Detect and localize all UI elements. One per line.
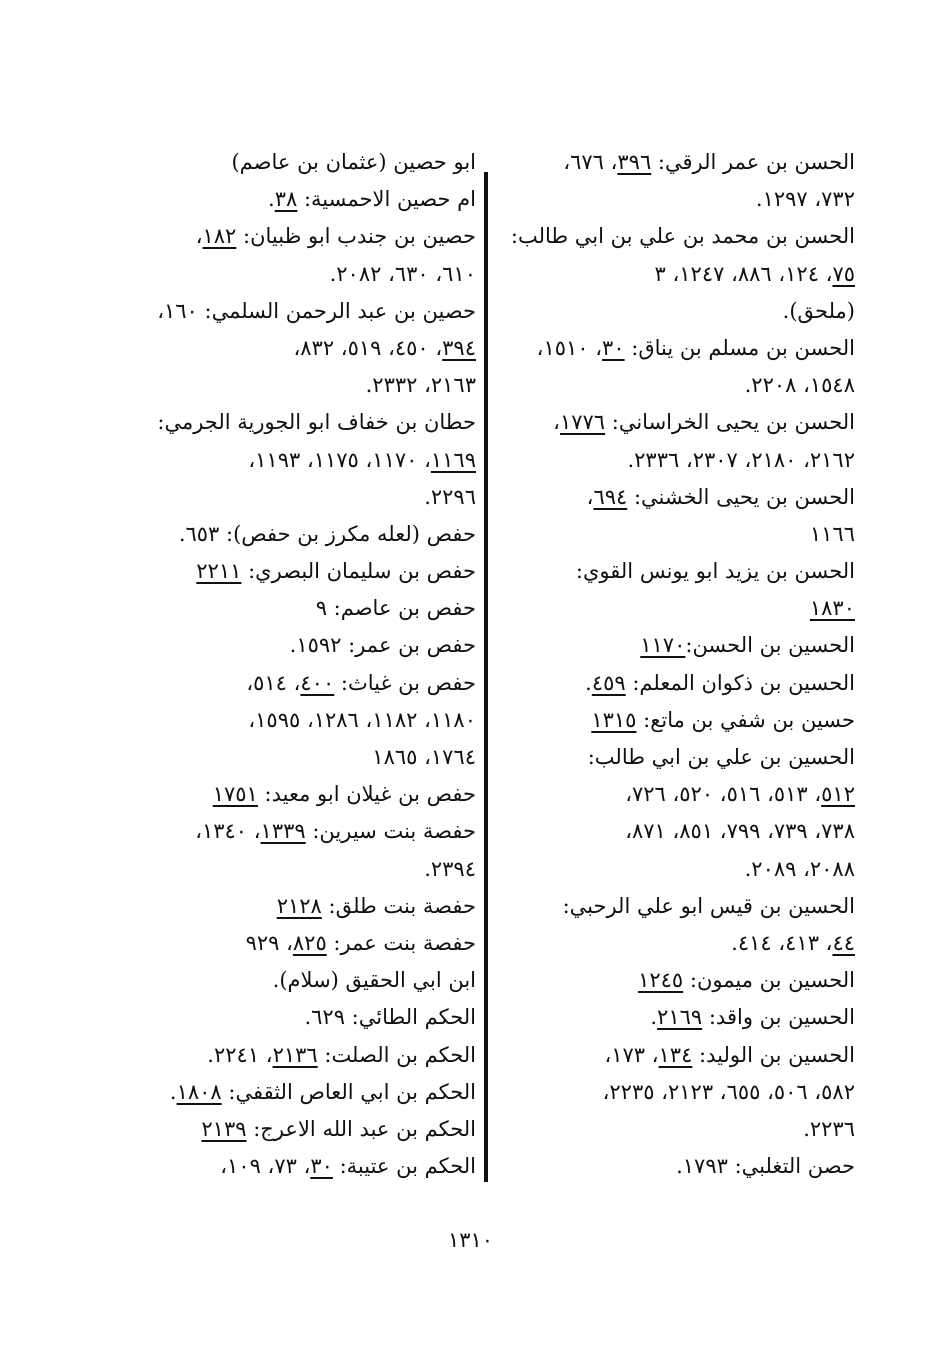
underlined-reference: ١٣٣٩ [260,819,306,844]
index-line [126,1148,476,1185]
underlined-reference: ٣٠ [310,1154,333,1179]
index-line [530,293,855,330]
entry-text: الحسين بن ميمون: [683,968,855,993]
entry-text: . [169,1079,177,1104]
underlined-reference: ٨٢٥ [292,930,327,955]
underlined-reference: ٤٥٩ [591,670,626,695]
index-line [530,442,855,479]
entry-text: ابو حصين (عثمان بن عاصم) [231,150,476,174]
entry-text: . [268,187,275,212]
entry-text: الحكم بن عتيبة: [332,1154,476,1179]
entry-text: ، ٤٥٠، ٥١٩، ٨٣٢، [293,335,443,360]
entry-text: ، ١١٧٠، ١١٧٥، ١١٩٣، [248,447,431,472]
entry-text: ، [195,224,203,249]
index-line [126,702,476,739]
index-line [126,330,476,367]
index-line [126,442,476,479]
index-line [530,144,855,181]
index-line [126,218,476,255]
index-line [126,1111,476,1148]
index-line [126,999,476,1036]
entry-text: ، ١٢٤، ٨٨٦، ١٢٤٧، ٣ [654,261,833,286]
entry-text: ، ٦٧٦، [563,150,618,174]
entry-text: ١٧٦٤، ١٨٦٥ [372,745,476,769]
entry-text: حفص بن عمر: ١٥٩٢. [289,633,476,658]
entry-text: الحكم الطائي: ٦٢٩. [304,1005,476,1030]
underlined-reference: ٤٤ [832,930,855,955]
index-line [126,627,476,664]
index-line [530,888,855,925]
index-line [530,367,855,404]
index-line [126,739,476,776]
index-line [530,1037,855,1074]
entry-text: الحسن بن يزيد ابو يونس القوي: [575,559,855,584]
entry-text: ٧٣٢، ١٢٩٧. [755,187,855,212]
entry-text: حفص بن غياث: [334,670,476,695]
index-line [126,590,476,627]
index-line [530,739,855,776]
index-line [530,516,855,553]
entry-text: ، ٥١٤، [246,670,301,695]
index-line [530,1148,855,1185]
index-line [126,144,476,181]
index-line [530,256,855,293]
index-line [126,776,476,813]
entry-text: ، ١٣٤٠، [195,819,261,844]
index-line [126,888,476,925]
underlined-reference: ٥١٢ [821,782,855,807]
underlined-reference: ١٢٤٥ [638,968,684,993]
entry-text: حفص (لعله مكرز بن حفص): ٦٥٣. [178,521,476,546]
entry-text: ، [586,484,594,509]
entry-text: الحسين بن قيس ابو علي الرحبي: [562,893,855,918]
column-divider [484,172,488,1182]
underlined-reference: ٢١٢٨ [276,893,322,918]
underlined-reference: ٣٩٤ [442,335,476,360]
entry-text: . [650,1005,658,1030]
index-line [126,404,476,441]
entry-text: الحكم بن ابي العاص الثقفي: [221,1079,476,1104]
index-line [126,553,476,590]
index-line [126,367,476,404]
index-line [530,181,855,218]
index-line [530,1074,855,1111]
entry-text: حفص بن سليمان البصري: [241,559,476,584]
entry-text: ٢١٦٣، ٢٣٣٢. [365,373,476,398]
entry-text: ابن ابي الحقيق (سلام). [272,968,476,993]
index-line [530,776,855,813]
index-line [530,962,855,999]
entry-text: الحسن بن محمد بن علي بن ابي طالب: [510,224,855,249]
underlined-reference: ١٧٧٦ [559,410,606,435]
entry-text: ، ٥١٣، ٥١٦، ٥٢٠، ٧٢٦، [625,782,822,807]
entry-text: الحسين بن واقد: [702,1005,855,1030]
entry-text: ، ١٥١٠، [536,335,603,360]
entry-text: حفصة بنت عمر: [326,930,476,955]
index-line [530,813,855,850]
index-column-right [510,144,855,1185]
index-line [510,218,855,255]
underlined-reference: ٦٩٤ [593,484,628,509]
entry-text: ، ٧٣، ١٠٩، [220,1154,311,1179]
index-line [530,1111,855,1148]
entry-text: حفص بن عاصم: ٩ [315,596,476,621]
entry-text: (ملحق). [782,298,855,323]
entry-text: حفصة بنت طلق: [321,893,476,918]
index-line [126,851,476,888]
underlined-reference: ١١٦٩ [430,447,476,472]
underlined-reference: ١٧٥١ [212,782,258,807]
entry-text: الحكم بن عبد الله الاعرج: [246,1116,476,1141]
entry-text: الحسن بن يحيى الخراساني: [605,410,855,435]
underlined-reference: ١٣١٥ [591,707,637,732]
index-line [530,665,855,702]
index-line [126,813,476,850]
index-line [530,479,855,516]
index-line [126,516,476,553]
underlined-reference: ١٣٤ [658,1042,693,1067]
entry-text: ٢٣٩٤. [424,856,476,881]
entry-text: . [585,670,592,695]
index-line [530,404,855,441]
entry-text: ٢٢٣٦. [803,1116,855,1141]
underlined-reference: ٢١٣٦ [272,1042,318,1067]
index-line [530,590,855,627]
entry-text: حفصة بنت سيرين: [305,819,476,844]
underlined-reference: ٢١٦٩ [657,1005,703,1030]
entry-text: حفص بن غيلان ابو معيد: [257,782,476,807]
entry-text: ، ٢٢٤١. [207,1042,273,1067]
index-line [126,479,476,516]
underlined-reference: ٣٠ [602,335,625,360]
entry-text: ١١٦٦ [809,521,855,546]
index-line [530,553,855,590]
underlined-reference: ١١٧٠ [640,633,686,658]
entry-text: الحسين بن علي بن ابي طالب: [587,745,855,769]
page-number: ١٣١٠ [447,1228,494,1252]
entry-text: حسين بن شفي بن ماتع: [636,707,855,732]
entry-text: ٧٣٨، ٧٣٩، ٧٩٩، ٨٥١، ٨٧١، [625,819,855,844]
underlined-reference: ١٨٣٠ [809,596,855,621]
index-line [530,925,855,962]
underlined-reference: ٢٢١١ [196,559,242,584]
entry-text: ٦١٠، ٦٣٠، ٢٠٨٢. [329,261,476,286]
entry-text: ، ٩٢٩ [245,930,293,955]
index-line [126,925,476,962]
underlined-reference: ٢١٣٩ [201,1116,247,1141]
index-line [126,256,476,293]
entry-text: ٢٠٨٨، ٢٠٨٩. [744,856,855,881]
entry-text: الحسن بن مسلم بن يناق: [624,335,855,360]
underlined-reference: ٣٩٦ [617,150,652,174]
entry-text: حصين بن جندب ابو ظبيان: [236,224,476,249]
index-line [530,330,855,367]
entry-text: حصن التغلبي: ١٧٩٣. [676,1154,855,1179]
index-column-left [126,144,476,1185]
index-line [530,702,855,739]
entry-text: ١١٨٠، ١١٨٢، ١٢٨٦، ١٥٩٥، [248,707,476,732]
entry-text: الحسن بن عمر الرقي: [651,150,855,174]
underlined-reference: ١٨٠٨ [176,1079,222,1104]
underlined-reference: ٧٥ [832,261,855,286]
index-line [126,1074,476,1111]
entry-text: ، ١٧٣، [604,1042,659,1067]
underlined-reference: ٤٠٠ [300,670,335,695]
underlined-reference: ١٨٢ [202,224,237,249]
entry-text: ١٥٤٨، ٢٢٠٨. [744,373,855,398]
entry-text: الحسين بن الوليد: [692,1042,855,1067]
index-line [126,1037,476,1074]
entry-text: ام حصين الاحمسية: [297,187,476,212]
index-line [530,851,855,888]
entry-text: الحسين بن ذكوان المعلم: [625,670,855,695]
entry-text: ، ٤١٣، ٤١٤. [731,930,833,955]
underlined-reference: ٣٨ [274,187,298,212]
entry-text: حطان بن خفاف ابو الجورية الجرمي: [157,410,476,435]
index-line [126,181,476,218]
entry-text: الحكم بن الصلت: [317,1042,476,1067]
index-line [126,962,476,999]
entry-text: الحسن بن يحيى الخشني: [627,484,855,509]
index-line [530,627,855,664]
index-line [530,999,855,1036]
entry-text: ، [553,410,560,435]
index-line [126,665,476,702]
index-line [126,293,476,330]
entry-text: الحسين بن الحسن: [685,633,855,658]
entry-text: حصين بن عبد الرحمن السلمي: ١٦٠، [157,298,476,323]
entry-text: ٥٨٢، ٥٠٦، ٦٥٥، ٢١٢٣، ٢٢٣٥، [602,1079,855,1104]
entry-text: ٢١٦٢، ٢١٨٠، ٢٣٠٧، ٢٣٣٦. [627,447,855,472]
entry-text: ٢٢٩٦. [424,484,476,509]
